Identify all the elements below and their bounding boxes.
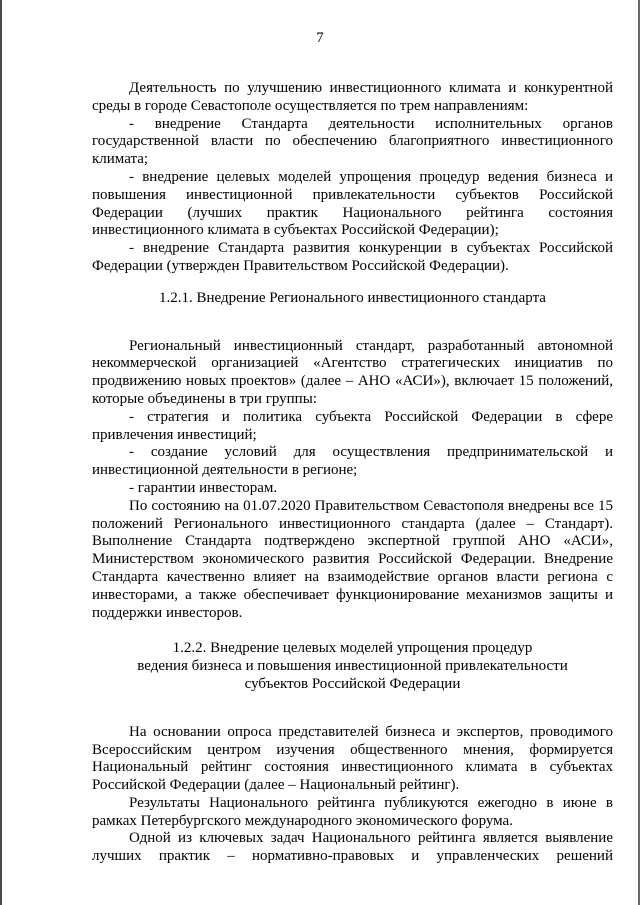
- section2-paragraph: Результаты Национального рейтинга публикуются ежегодно в июне в рамках Петербургского международного экономического форума.: [92, 794, 613, 829]
- intro-list-item: - внедрение целевых моделей упрощения процедур ведения бизнеса и повышения инвестиционной привлекательности субъектов Российской Федерации (лучших практик Национального рейтинга состояния инвестиционного климата в субъектах Российской Федерации);: [92, 168, 613, 239]
- intro-paragraph: Деятельность по улучшению инвестиционного климата и конкурентной среды в городе Севастополе осуществляется по трем направлениям:: [92, 80, 613, 114]
- section1-paragraph: Региональный инвестиционный стандарт, разработанный автономной некоммерческой организацией «Агентство стратегических инициатив по продвижению новых проектов» (далее – АНО «АСИ»), включает 15 положений, которые объединены в три группы:: [92, 337, 613, 407]
- section-heading-1-2-2-line: ведения бизнеса и повышения инвестиционной привлекательности: [137, 658, 568, 675]
- section1-list-item: - создание условий для осуществления предпринимательской и инвестиционной деятельности в регионе;: [92, 444, 613, 479]
- intro-list-item: - внедрение Стандарта деятельности исполнительных органов государственной власти по обеспечению благоприятного инвестиционного климата;: [92, 115, 613, 168]
- section2-paragraph: На основании опроса представителей бизнеса и экспертов, проводимого Всероссийским центром изучения общественного мнения, формируется Национальный рейтинг состояния инвестиционного климата в субъектах Российской Федерации (далее – Национальный рейтинг).: [92, 723, 613, 794]
- section1-paragraph: По состоянию на 01.07.2020 Правительством Севастополя внедрены все 15 положений Регионального инвестиционного стандарта (далее – Стандарт). Выполнение Стандарта подтверждено экспертной группой АНО «АСИ», Министерством экономического развития Российской Федерации. Внедрение Стандарта качественно влияет на взаимодействие органов власти региона с инвесторами, а также обеспечивает функционирование механизмов защиты и поддержки инвесторов.: [92, 497, 613, 621]
- section2-paragraph: Одной из ключевых задач Национального рейтинга является выявление лучших практик – нормативно-правовых и управленческих решений: [92, 830, 613, 865]
- document-body: [92, 80, 613, 866]
- section1-list-item: - гарантии инвесторам.: [129, 479, 278, 496]
- section-heading-1-2-1: 1.2.1. Внедрение Регионального инвестиционного стандарта: [159, 289, 546, 306]
- scan-left-edge: [0, 0, 2, 905]
- section-heading-1-2-2-line: субъектов Российской Федерации: [244, 675, 461, 692]
- section-heading-1-2-2-line: 1.2.2. Внедрение целевых моделей упрощения процедур: [172, 640, 533, 657]
- intro-list-item: - внедрение Стандарта развития конкуренции в субъектах Российской Федерации (утвержден Правительством Российской Федерации).: [92, 240, 613, 274]
- page-number: 7: [316, 30, 324, 46]
- section1-list-item: - стратегия и политика субъекта Российской Федерации в сфере привлечения инвестиций;: [92, 408, 613, 443]
